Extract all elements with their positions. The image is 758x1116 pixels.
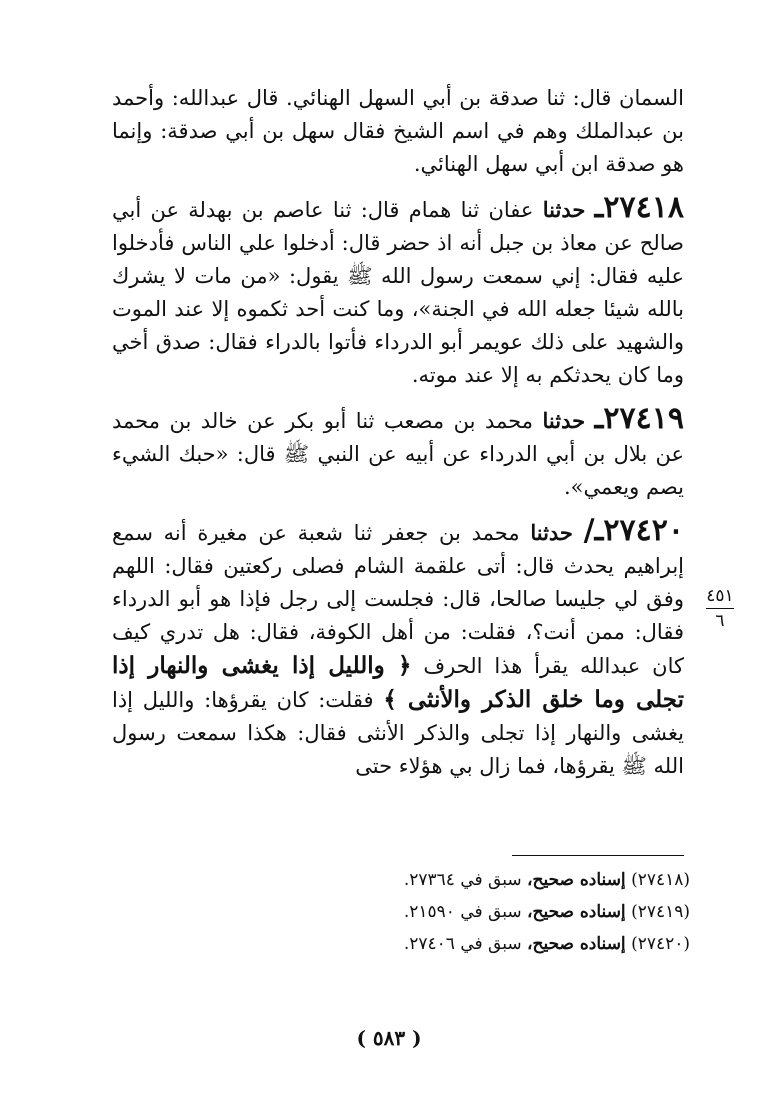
margin-divider [706, 608, 734, 609]
hadith-text-continued: فقلت: كان يقرؤها: والليل إذا يغشى والنهار إذا تجلى والذكر الأنثى فقال: هكذا سمعت رسول الله ﷺ يقرؤها، فما زال بي هؤلاء حتى [112, 688, 684, 778]
footnote-number: (٢٧٤١٨) [631, 870, 690, 890]
footnotes [330, 864, 690, 960]
hadith-27419 [112, 402, 684, 504]
page-number: ( ٥٨٣ ) [356, 1026, 422, 1050]
paragraph-continuation [112, 82, 684, 181]
footnote-number: (٢٧٤٢٠) [631, 934, 690, 954]
hadith-text: عفان ثنا همام قال: ثنا عاصم بن بهدلة عن أبي صالح عن معاذ بن جبل أنه اذ حضر قال: أدخلوا علي الناس فأدخلوا عليه فقال: إني سمعت رسول الله ﷺ يقول: «من مات لا يشرك بالله شيئا جعله الله في الجنة»، وما كنت أحد ثكموه إلا عند الموت والشهيد على ذلك عويمر أبو الدرداء فأتوا بالدراء فقال: صدق أخي وما كان يحدثكم به إلا عند موته. [112, 198, 684, 387]
hadith-text: محمد بن مصعب ثنا أبو بكر عن خالد بن محمد عن بلال بن أبي الدرداء عن أبيه عن النبي ﷺ قال: «حبك الشيء يصم ويعمي». [112, 409, 684, 499]
footnote-reference: سبق في ٢١٥٩٠. [403, 902, 522, 922]
paragraph-text: السمان قال: ثنا صدقة بن أبي السهل الهنائي. قال عبدالله: وأحمد بن عبدالملك وهم في اسم الشيخ فقال سهل بن أبي صدقة: وإنما هو صدقة ابن أبي سهل الهنائي. [112, 86, 684, 176]
footnote-number: (٢٧٤١٩) [631, 902, 690, 922]
footnote-reference: سبق في ٢٧٣٦٤. [403, 870, 522, 890]
footnote-grade: إسناده صحيح، [526, 902, 626, 922]
hadith-27420 [112, 514, 684, 783]
hadith-lead: حدثنا [542, 197, 586, 222]
hadith-27418 [112, 191, 684, 392]
hadith-lead: حدثنا [530, 520, 573, 545]
hadith-text: محمد بن جعفر ثنا شعبة عن مغيرة أنه سمع إبراهيم يحدث قال: أتى علقمة الشام فصلى ركعتين فقال: اللهم وفق لي جليسا صالحا، قال: فجلست إلى رجل فإذا هو أبو الدرداء فقال: ممن أنت؟، فقلت: من أهل الكوفة، فقال: هل تدري كيف كان عبدالله يقرأ هذا الحرف [112, 521, 684, 678]
footnote-grade: إسناده صحيح، [526, 870, 626, 890]
hadith-number: ٢٧٤١٩ـ [594, 401, 684, 436]
hadith-lead: حدثنا [542, 408, 586, 433]
margin-volume: ٤٥١ [706, 586, 734, 606]
footnote-grade: إسناده صحيح، [526, 934, 626, 954]
margin-page: ٦ [715, 611, 725, 631]
footnote-separator [512, 855, 684, 856]
footnote [330, 864, 690, 896]
footnote-reference: سبق في ٢٧٤٠٦. [403, 934, 522, 954]
footnote [330, 896, 690, 928]
margin-reference [700, 585, 740, 632]
quran-verse: ﴿ والليل إذا يغشى والنهار إذا تجلى وما خلق الذكر والأنثى ﴾ [112, 652, 684, 713]
hadith-number: ٢٧٤١٨ـ [594, 190, 684, 225]
footnote [330, 928, 690, 960]
main-text [112, 82, 684, 783]
hadith-number: ٢٧٤٢٠ـ/ [583, 513, 684, 548]
